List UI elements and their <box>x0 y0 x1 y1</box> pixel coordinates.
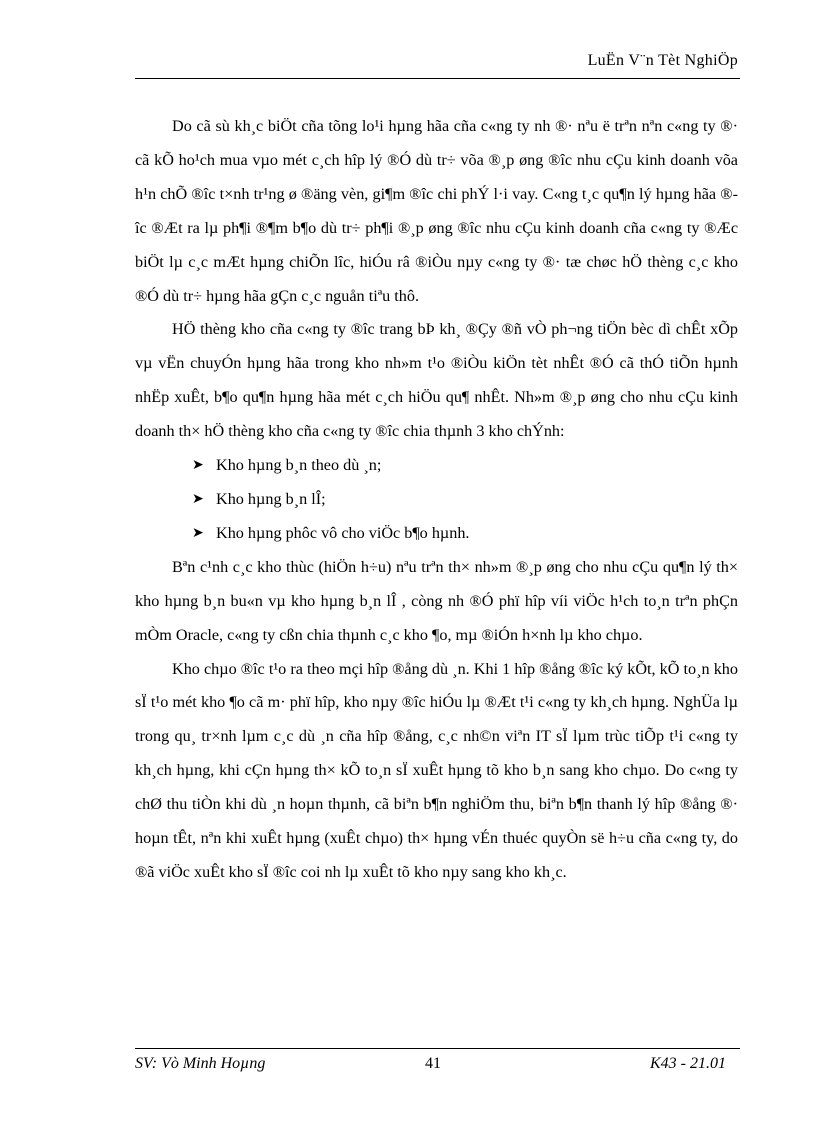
list-item <box>135 483 738 517</box>
paragraph: Do cã sù kh¸c biÖt cña tõng lo¹i hµng hãa cña c«ng ty nh ®· nªu ë trªn nªn c«ng ty ®· cã kÕ ho¹ch mua vµo mét c¸ch hîp lý ®Ó dù tr÷ võa ®¸p øng ®îc nhu cÇu kinh doanh võa h¹n chÕ ®îc t×nh tr¹ng ø ®äng vèn, gi¶m ®îc chi phÝ l·i vay. C«ng t¸c qu¶n lý hµng hãa ®îc ®Æt ra lµ ph¶i ®¶m b¶o dù tr÷ ph¶i ®¸p øng ®îc nhu cÇu kinh doanh cña c«ng ty ®Æc biÖt lµ c¸c mÆt hµng chiÕn lîc, hiÓu râ ®iÒu nµy c«ng ty ®· tæ chøc hÖ thèng c¸c kho ®Ó dù tr÷ hµng hãa gÇn c¸c nguån tiªu thô. <box>135 117 738 305</box>
bullet-list <box>135 449 738 551</box>
list-item <box>135 517 738 551</box>
paragraph: Kho chµo ®îc t¹o ra theo mçi hîp ®ång dù ¸n. Khi 1 hîp ®ång ®îc ký kÕt, kÕ to¸n kho sÏ t¹o mét kho ¶o cã m· phï hîp, kho nµy ®îc hiÓu lµ ®Æt t¹i c«ng ty kh¸ch hµng. NghÜa lµ trong qu¸ tr×nh lµm c¸c dù ¸n cña hîp ®ång, c¸c nh©n viªn IT sÏ lµm trùc tiÕp t¹i c«ng ty kh¸ch hµng, khi cÇn hµng th× kÕ to¸n sÏ xuÊt hµng tõ kho b¸n sang kho chµo. Do c«ng ty chØ thu tiÒn khi dù ¸n hoµn thµnh, cã biªn b¶n nghiÖm thu, biªn b¶n thanh lý hîp ®ång ®· hoµn tÊt, nªn khi xuÊt hµng (xuÊt chµo) th× hµng vÉn thuéc quyÒn së h÷u cña c«ng ty, do ®ã viÖc xuÊt kho sÏ ®îc coi nh lµ xuÊt tõ kho nµy sang kho kh¸c. <box>135 659 738 881</box>
list-item-text: Kho hµng phôc vô cho viÖc b¶o hµnh. <box>216 523 470 542</box>
footer-divider <box>135 1048 740 1049</box>
paragraph: HÖ thèng kho cña c«ng ty ®îc trang bÞ kh¸ ®Çy ®ñ vÒ ph¬ng tiÖn bèc dì chÊt xÕp vµ vËn chuyÓn hµng hãa trong kho nh»m t¹o ®iÒu kiÖn tèt nhÊt ®Ó cã thÓ tiÕn hµnh nhËp xuÊt, b¶o qu¶n hµng hãa mét c¸ch hiÖu qu¶ nhÊt. Nh»m ®¸p øng cho nhu cÇu kinh doanh th× hÖ thèng kho cña c«ng ty ®îc chia thµnh 3 kho chÝnh: <box>135 320 738 441</box>
arrowhead-bullet-icon: ➤ <box>192 458 204 474</box>
header-divider <box>135 78 740 79</box>
page-header-title: LuËn V¨n Tèt NghiÖp <box>587 52 738 69</box>
list-item <box>135 449 738 483</box>
footer-class-code: K43 - 21.01 <box>650 1055 726 1072</box>
document-body <box>135 110 738 890</box>
list-item-text: Kho hµng b¸n lÎ; <box>216 489 326 508</box>
list-item-text: Kho hµng b¸n theo dù ¸n; <box>216 456 382 475</box>
arrowhead-bullet-icon: ➤ <box>192 525 204 541</box>
footer-author: SV: Vò Minh Hoµng <box>135 1055 266 1072</box>
paragraph: Bªn c¹nh c¸c kho thùc (hiÖn h÷u) nªu trªn th× nh»m ®¸p øng cho nhu cÇu qu¶n lý th× kho hµng b¸n bu«n vµ kho hµng b¸n lÎ , còng nh ®Ó phï hîp víi viÖc h¹ch to¸n trªn phÇn mÒm Oracle, c«ng ty cßn chia thµnh c¸c kho ¶o, mµ ®iÓn h×nh lµ kho chµo. <box>135 557 738 644</box>
page-number: 41 <box>425 1055 441 1072</box>
arrowhead-bullet-icon: ➤ <box>192 491 204 507</box>
